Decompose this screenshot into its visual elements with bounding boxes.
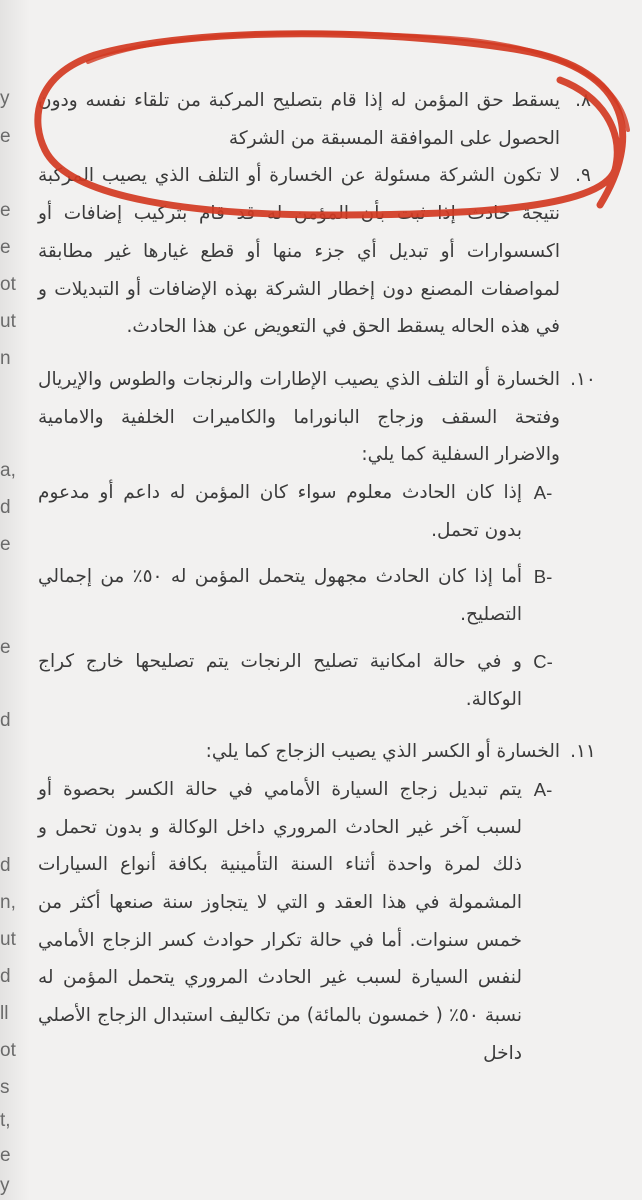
clause-intro: الخسارة أو التلف الذي يصيب الإطارات والرنجات والطوس والإيريال وفتحة السقف وزجاج البانوراما والكاميرات الخلفية والامامية والاضرار السفلية كما يلي: <box>38 368 560 466</box>
clause-text: لا تكون الشركة مسئولة عن الخسارة أو التلف الذي يصيب المركبة نتيجة حادث إذا ثبت بأن المؤمن له قد قام بتركيب إضافات أو اكسسوارات أو تبديل أي جزء منها أو قطع غيارها غير مطابقة لمواصفات المصنع دون إخطار الشركة بهذه الإضافات أو التبديلات و في هذه الحاله يسقط الحق في التعويض عن هذا الحادث. <box>38 165 560 338</box>
adjacent-page-fragment: t, <box>0 1110 11 1131</box>
clause-10 <box>38 361 600 474</box>
adjacent-page-fragment: e <box>0 1145 11 1166</box>
sub-clause-text: و في حالة امكانية تصليح الرنجات يتم تصليحها خارج كراج الوكالة. <box>38 650 522 710</box>
adjacent-page-fragment: s <box>0 1077 10 1098</box>
sub-clause-text: يتم تبديل زجاج السيارة الأمامي في حالة الكسر بحصوة أو لسبب آخر غير الحادث المروري داخل الوكالة و بدون تحمل و ذلك لمرة واحدة أثناء السنة التأمينية بكافة أنواع السيارات المشمولة في هذا العقد و التي لا يتجاوز سنة صنعها أكثر من خمس سنوات. أما في حالة تكرار حوادث كسر الزجاج الأمامي لنفس السيارة لسبب غير الحادث المروري يتحمل المؤمن له نسبة ٥٠٪ ( خمسون بالمائة) من تكاليف استبدال الزجاج الأصلي داخل <box>38 778 522 1064</box>
sub-clause-letter: B- <box>533 566 553 588</box>
sub-clause-letter: A- <box>533 778 553 800</box>
adjacent-page-fragment: n, <box>0 892 16 913</box>
policy-exclusions-text <box>38 82 600 1073</box>
clause-text: يسقط حق المؤمن له إذا قام بتصليح المركبة من تلقاء نفسه ودون الحصول على الموافقة المسبقة من الشركة <box>38 90 560 149</box>
clause-10-sub-c <box>38 643 560 718</box>
adjacent-page-fragment: ll <box>0 1003 9 1024</box>
adjacent-page-fragment: d <box>0 497 11 518</box>
adjacent-page-fragment: a, <box>0 460 16 481</box>
adjacent-page-column <box>0 0 30 1200</box>
sub-clause-letter: C- <box>533 650 553 672</box>
clause-8 <box>38 82 600 157</box>
adjacent-page-fragment: ut <box>0 311 16 332</box>
adjacent-page-fragment: d <box>0 855 11 876</box>
clause-9 <box>38 157 600 346</box>
sub-clause-text: إذا كان الحادث معلوم سواء كان المؤمن له داعم أو مدعوم بدون تحمل. <box>38 482 522 541</box>
adjacent-page-fragment: ot <box>0 1040 16 1061</box>
adjacent-page-fragment: n <box>0 348 11 369</box>
clause-10-sub-a <box>38 474 560 549</box>
adjacent-page-fragment: e <box>0 126 11 147</box>
adjacent-page-fragment: e <box>0 637 11 658</box>
sub-clause-letter: A- <box>533 482 553 504</box>
adjacent-page-fragment: y <box>0 1175 10 1196</box>
sub-clause-text: أما إذا كان الحادث مجهول يتحمل المؤمن له ٥٠٪ من إجمالي التصليح. <box>38 566 522 626</box>
adjacent-page-fragment: e <box>0 200 11 221</box>
clause-number: ١١. <box>570 741 596 763</box>
clause-intro: الخسارة أو الكسر الذي يصيب الزجاج كما يلي: <box>205 741 560 763</box>
clause-11-sub-a <box>38 771 560 1073</box>
adjacent-page-fragment: d <box>0 710 11 731</box>
adjacent-page-fragment: ut <box>0 929 16 950</box>
adjacent-page-fragment: e <box>0 237 11 258</box>
clause-11 <box>38 733 600 771</box>
adjacent-page-fragment: y <box>0 88 10 109</box>
adjacent-page-fragment: e <box>0 534 11 555</box>
clause-number: ١٠. <box>570 368 596 390</box>
adjacent-page-fragment: d <box>0 966 11 987</box>
clause-number: ٩. <box>575 165 591 187</box>
adjacent-page-fragment: ot <box>0 274 16 295</box>
clause-10-sub-b <box>38 558 560 633</box>
clause-number: ٨. <box>575 90 591 111</box>
